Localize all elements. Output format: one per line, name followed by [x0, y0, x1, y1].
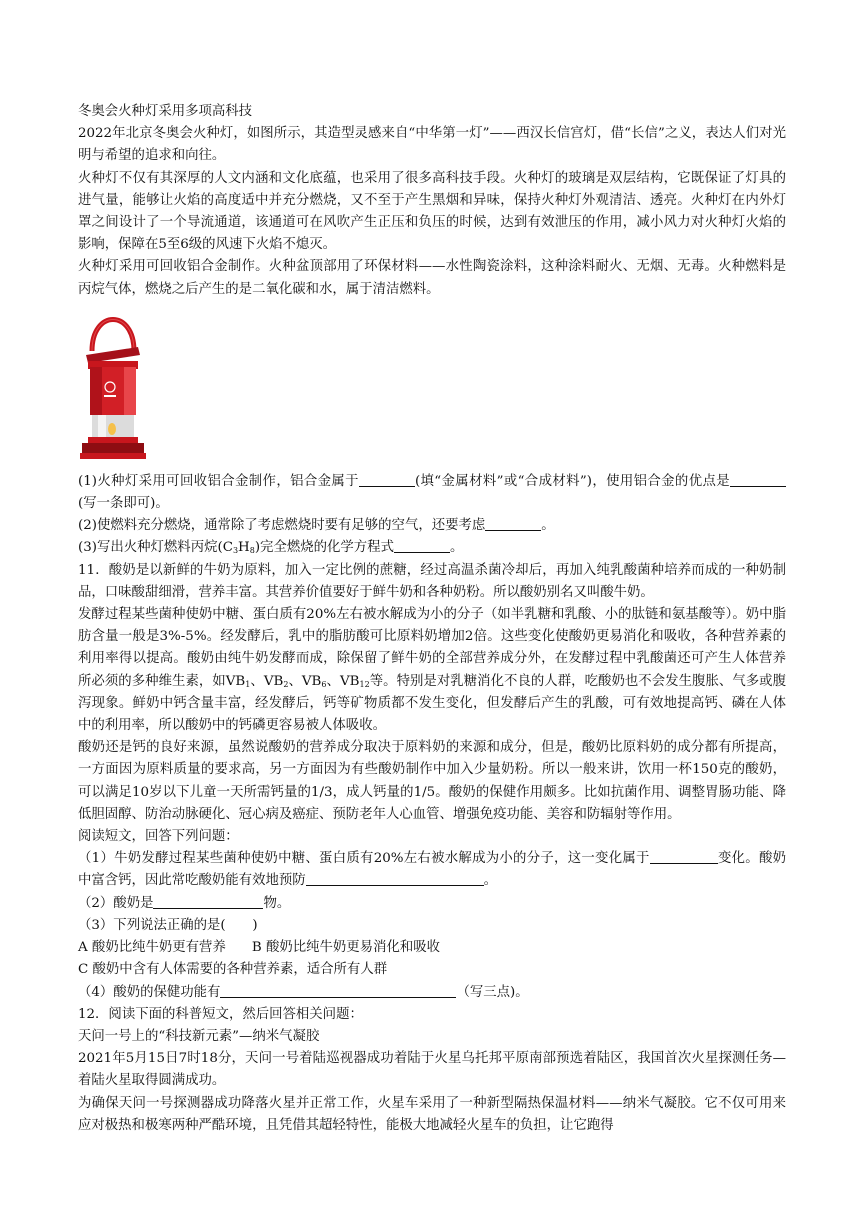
article3-para1: 2021年5月15日7时18分，天问一号着陆巡视器成功着陆于火星乌托邦平原南部预选着陆区，我国首次火星探测任务—着陆火星取得圆满成功。	[78, 1051, 786, 1089]
torch-lamp-image	[78, 305, 148, 469]
answer-blank[interactable]	[359, 472, 415, 487]
article2-options-ab	[78, 937, 786, 959]
answer-blank[interactable]	[730, 472, 786, 487]
article2-question-3: （3）下列说法正确的是( )	[78, 917, 258, 933]
article3-para2: 为确保天问一号探测器成功降落火星并正常工作，火星车采用了一种新型隔热保温材料——纳米气凝胶。它不仅可用来应对极热和极寒两种严酷环境，且凭借其超轻特性，能极大地减轻火星车的负担，让它跑得	[78, 1095, 786, 1133]
torch-lamp-figure	[78, 305, 786, 469]
option-b: B 酸奶比纯牛奶更易消化和吸收	[251, 940, 441, 956]
answer-blank[interactable]	[306, 871, 484, 886]
article1-para2: 火种灯不仅有其深厚的人文内涵和文化底蕴，也采用了很多高科技手段。火种灯的玻璃是双层结构，它既保证了灯具的进气量，能够让火焰的高度适中并充分燃烧，又不至于产生黑烟和异味，保持火种灯外观清洁、透亮。火种灯在内外灯罩之间设计了一个导流通道，该通道可在风吹产生正压和负压的时候，达到有效泄压的作用，减小风力对火种灯火焰的影响，保障在5至6级的风速下火焰不熄灭。	[78, 170, 786, 253]
article1-question-2: (2)使燃料充分燃烧，通常除了考虑燃烧时要有足够的空气，还要考虑 。	[78, 518, 555, 534]
article2-question-2: （2）酸奶是 物。	[78, 895, 291, 911]
article2-para1: 11．酸奶是以新鲜的牛奶为原料，加入一定比例的蔗糖，经过高温杀菌冷却后，再加入纯乳酸菌种培养而成的一种奶制品，口味酸甜细滑，营养丰富。其营养价值要好于鲜牛奶和各种奶粉。所以酸奶别名又叫酸牛奶。	[78, 562, 786, 600]
article1-question-3: (3)写出火种灯燃料丙烷$(C_3H_8)$完全燃烧的化学方程式 。	[78, 540, 464, 556]
answer-blank[interactable]	[485, 516, 541, 531]
article2-question-4: （4）酸奶的保健功能有 （写三点)。	[78, 984, 529, 1000]
answer-blank[interactable]	[650, 849, 718, 864]
article1-para3: 火种灯采用可回收铝合金制作。火种盆顶部用了环保材料——水性陶瓷涂料，这种涂料耐火、无烟、无毒。火种燃料是丙烷气体，燃烧之后产生的是二氧化碳和水，属于清洁燃料。	[78, 259, 786, 297]
article3-title: 天问一号上的“科技新元素”—纳米气凝胶	[78, 1028, 320, 1044]
article3-intro: 12．阅读下面的科普短文，然后回答相关问题：	[78, 1006, 363, 1022]
article1-para1: 2022年北京冬奥会火种灯，如图所示，其造型灵感来自“中华第一灯”——西汉长信宫灯，借“长信”之义，表达人们对光明与希望的追求和向往。	[78, 126, 786, 164]
article1-title: 冬奥会火种灯采用多项高科技	[78, 104, 253, 119]
article2-para3: 酸奶还是钙的良好来源，虽然说酸奶的营养成分取决于原料奶的来源和成分，但是，酸奶比原料奶的成分都有所提高，一方面因为原料质量的要求高，另一方面因为有些酸奶制作中加入少量奶粉。所以一般来讲，饮用一杯150克的酸奶，可以满足10岁以下儿童一天所需钙量的1/3，成人钙量的1/5。酸奶的保健作用颇多。比如抗菌作用、调整胃肠功能、降低胆固醇、防治动脉硬化、冠心病及癌症、预防老年人心血管、增强免疫功能、美容和防辐射等作用。	[78, 740, 786, 822]
article2-prompt: 阅读短文，回答下列问题：	[78, 829, 239, 845]
answer-blank[interactable]	[153, 894, 263, 909]
answer-blank[interactable]	[220, 983, 456, 998]
article2-question-1: （1）牛奶发酵过程某些菌种使奶中糖、蛋白质有20%左右被水解成为小的分子，这一变化属于 变化。酸奶中富含钙，因此常吃酸奶能有效地预防 。	[78, 851, 787, 889]
answer-blank[interactable]	[394, 538, 450, 553]
article2-para2: 发酵过程某些菌种使奶中糖、蛋白质有20%左右被水解成为小的分子（如半乳糖和乳酸、小的肽链和氨基酸等）。奶中脂肪含量一般是3%-5%。经发酵后，乳中的脂肪酸可比原料奶增加2倍。这些变化使酸奶更易消化和吸收，各种营养素的利用率得以提高。酸奶由纯牛奶发酵而成，除保留了鲜牛奶的全部营养成分外，在发酵过程中乳酸菌还可产生人体营养所必须的多种维生素，如$VB_1$、$VB_2$、$VB_6$、$VB_{12}$等。特别是对乳糖消化不良的人群，吃酸奶也不会发生腹胀、气多或腹泻现象。鲜奶中钙含量丰富，经发酵后，钙等矿物质都不发生变化，但发酵后产生的乳酸，可有效地提高钙、磷在人体中的利用率，所以酸奶中的钙磷更容易被人体吸收。	[78, 607, 786, 734]
option-c: C 酸奶中含有人体需要的各种营养素，适合所有人群	[78, 962, 388, 978]
article1-question-1: (1)火种灯采用可回收铝合金制作，铝合金属于 (填“金属材料”或“合成材料”)，使用铝合金的优点是(写一条即可)。	[78, 471, 786, 515]
document-content	[78, 101, 786, 1137]
option-a: A 酸奶比纯牛奶更有营养	[78, 940, 226, 956]
